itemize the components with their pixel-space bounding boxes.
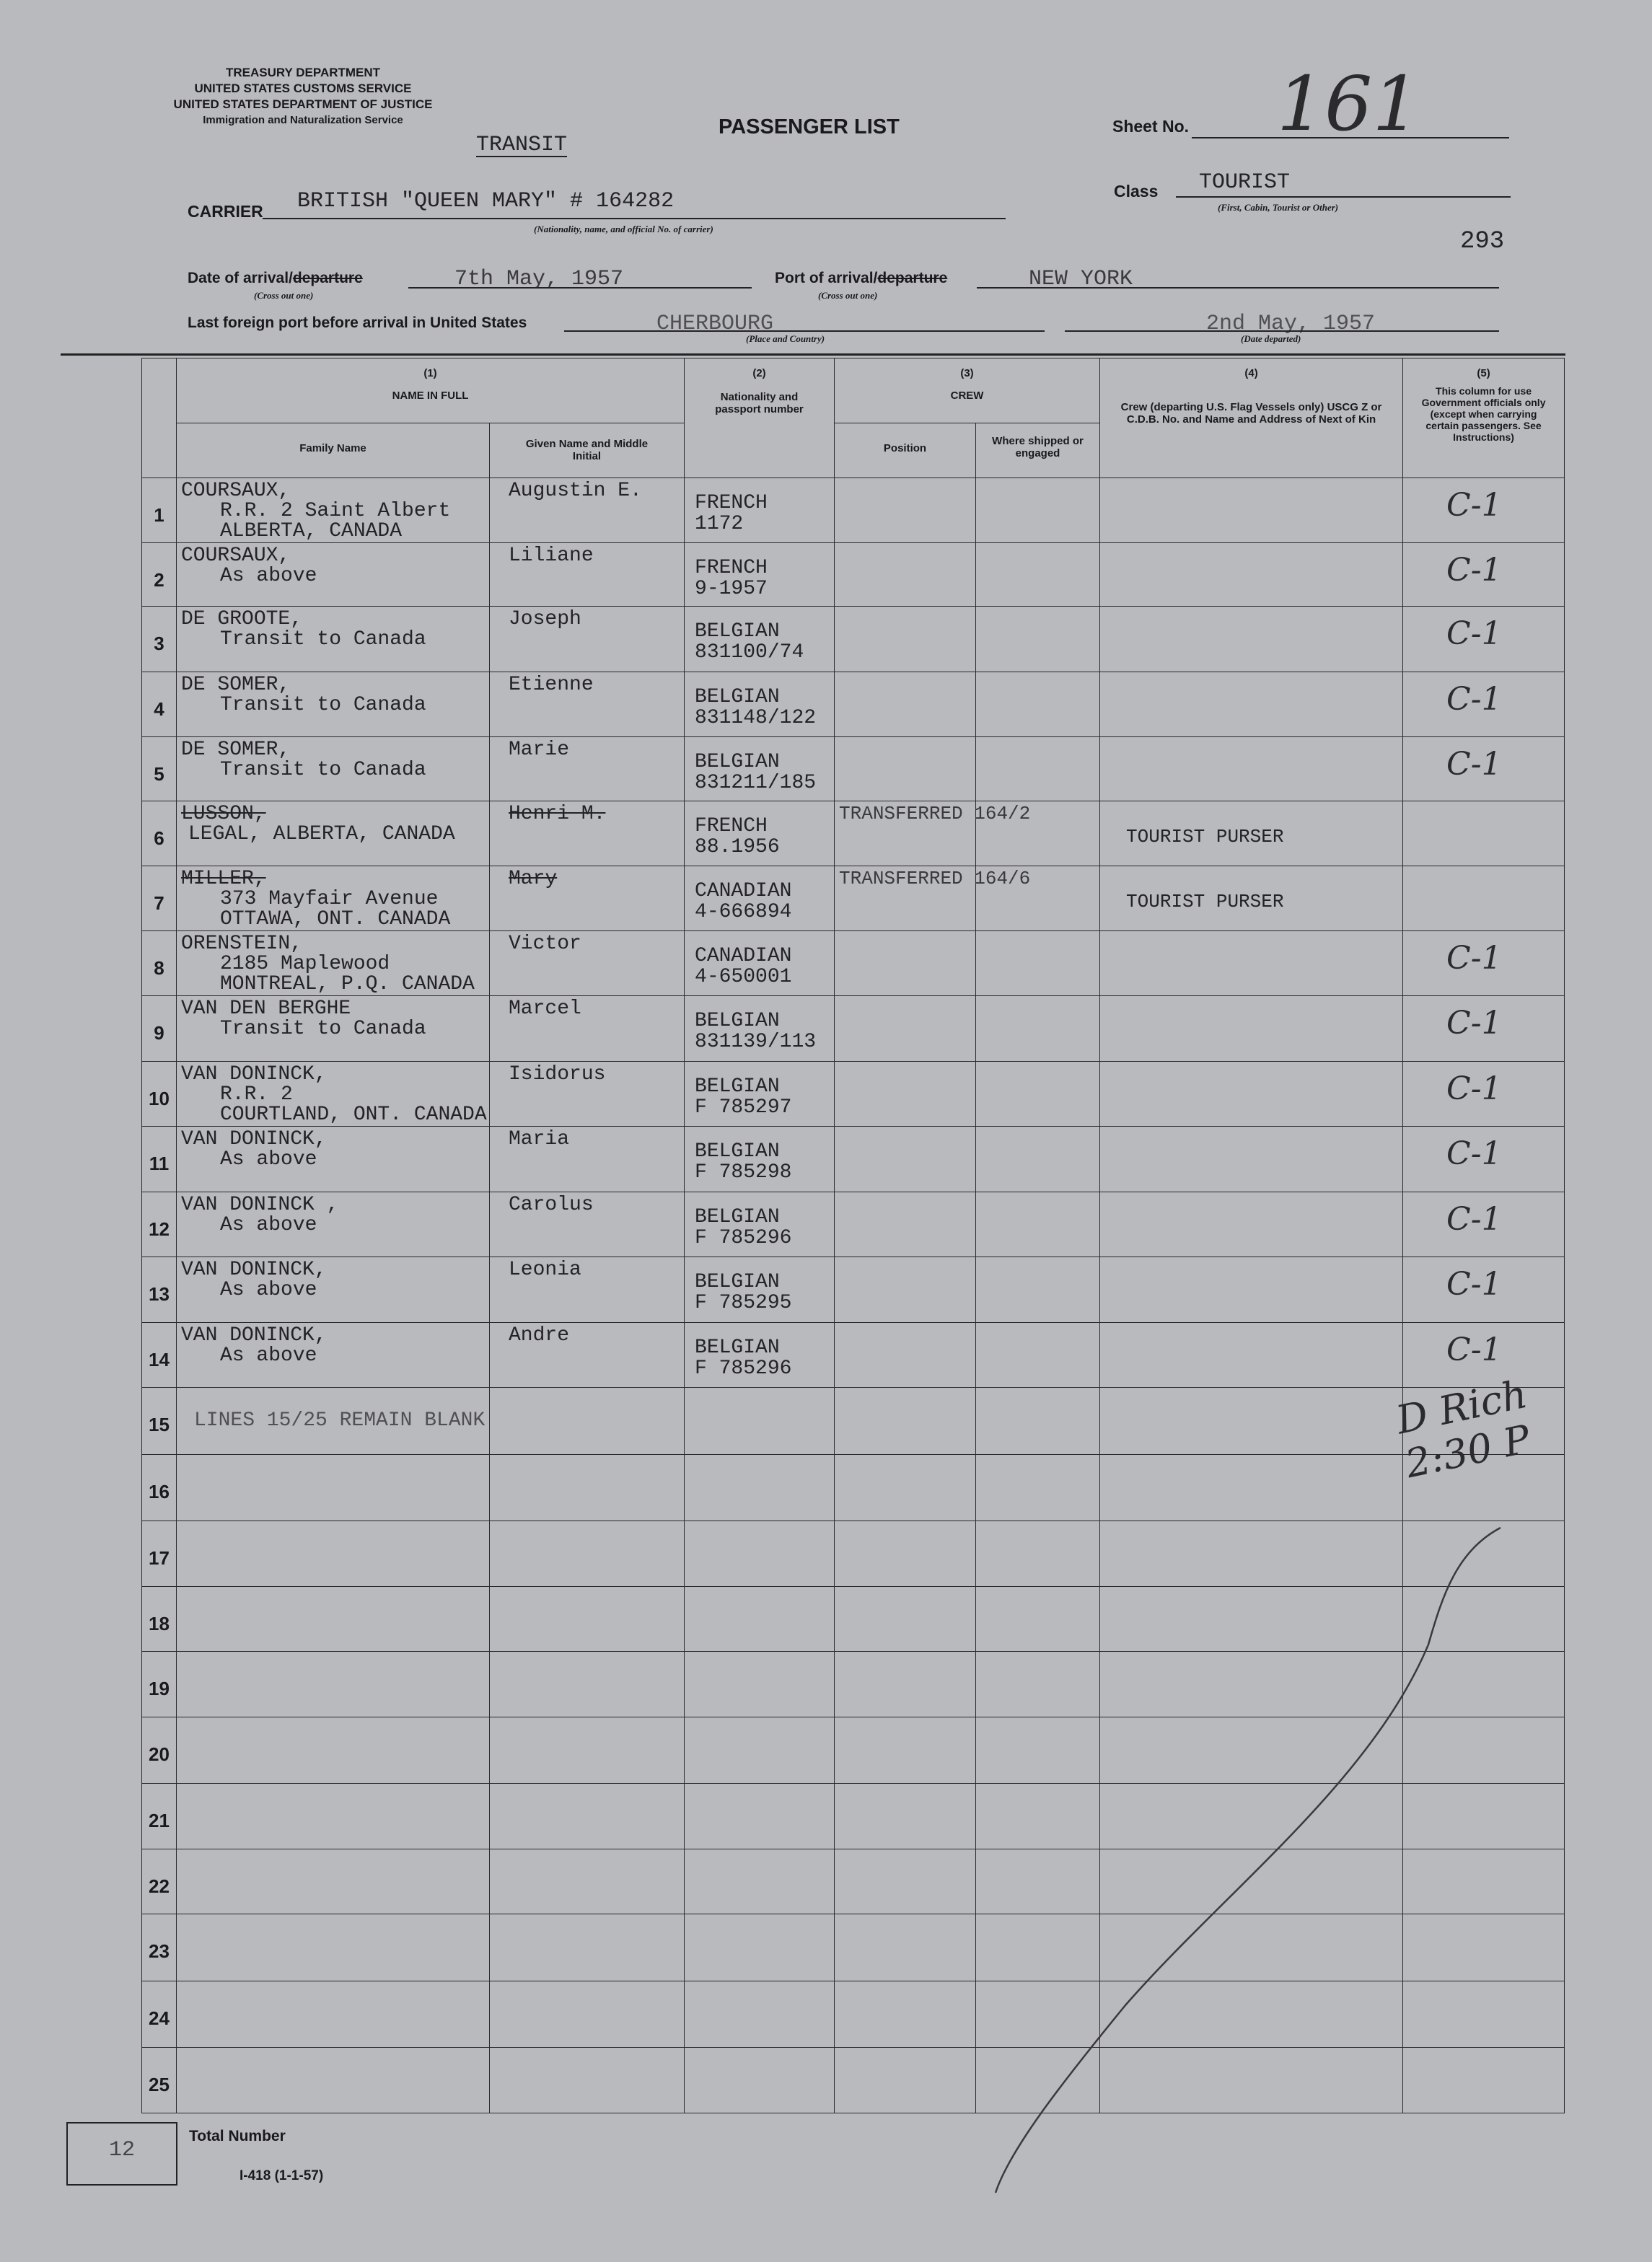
gov-mark: C-1 [1446, 1266, 1502, 1303]
total-label: Total Number [189, 2128, 286, 2144]
family-name: DE SOMER, [181, 739, 291, 762]
line-number: 16 [149, 1480, 170, 1502]
address: As above [220, 1213, 317, 1236]
family-name: VAN DONINCK, [181, 1128, 327, 1151]
family-name: LUSSON, [181, 802, 266, 825]
crew-position [835, 1849, 1099, 1852]
gov-mark: C-1 [1446, 746, 1502, 783]
col3a-title: Position [883, 442, 927, 454]
agency-line-2: UNITED STATES CUSTOMS SERVICE [194, 82, 412, 95]
col1-num: (1) [423, 367, 437, 379]
line-number: 11 [149, 1153, 170, 1175]
crew-position [835, 1062, 1099, 1065]
carrier-note: (Nationality, name, and official No. of carrier) [534, 224, 713, 234]
family-name: LINES 15/25 REMAIN BLANK [194, 1409, 486, 1433]
carrier-label: CARRIER [188, 202, 263, 221]
gov-mark: C-1 [1446, 1331, 1502, 1368]
line-number: 10 [149, 1087, 170, 1109]
page-title: PASSENGER LIST [719, 115, 900, 138]
address: Transit to Canada [220, 759, 426, 782]
crew-position [835, 737, 1099, 740]
nationality-passport: BELGIAN F 785298 [695, 1140, 792, 1184]
given-name: Isidorus [509, 1062, 606, 1086]
nationality-passport: BELGIAN 831100/74 [695, 620, 804, 664]
port-label-text: Port of arrival/ [775, 270, 878, 286]
gov-mark: C-1 [1446, 487, 1502, 524]
col2-title: Nationality and passport number [715, 391, 804, 415]
gov-mark: C-1 [1446, 1005, 1502, 1042]
line-number: 25 [149, 2074, 170, 2096]
given-name: Joseph [509, 608, 581, 630]
long-pen-stroke [996, 1528, 1501, 2193]
next-of-kin: TOURIST PURSER [1126, 891, 1284, 913]
crew-position [835, 2048, 1099, 2051]
line-number: 1 [154, 504, 164, 526]
given-name: Andre [509, 1324, 570, 1347]
line-number: 9 [154, 1022, 164, 1044]
col5-title: This column for use Government officials only (except when carrying certain passengers. See Instructions) [1421, 385, 1546, 443]
line-number: 22 [149, 1875, 170, 1897]
handwritten-note: D Rich 2:30 P [1392, 1370, 1534, 1487]
col4-title: Crew (departing U.S. Flag Vessels only) USCG Z or C.D.B. No. and Name and Address of Next of Kin [1120, 401, 1382, 426]
address: Transit to Canada [220, 1018, 426, 1041]
line-number: 4 [154, 697, 164, 720]
next-of-kin: TOURIST PURSER [1126, 825, 1284, 848]
line-number: 14 [149, 1348, 170, 1370]
gov-mark: C-1 [1446, 680, 1502, 718]
crew-position [835, 1127, 1099, 1130]
family-name: MILLER, [181, 868, 266, 891]
line-number: 2 [154, 568, 164, 591]
crew-position [835, 1521, 1099, 1524]
form-number: I-418 (1-1-57) [240, 2168, 324, 2183]
nationality-passport: BELGIAN 831211/185 [695, 751, 817, 795]
address: R.R. 2 COURTLAND, ONT. CANADA [220, 1083, 487, 1126]
given-name: Henri M. [509, 802, 606, 825]
nationality-passport: CANADIAN 4-650001 [695, 944, 792, 988]
given-name: Augustin E. [509, 480, 642, 502]
crew-position [835, 1587, 1099, 1590]
given-name: Maria [509, 1128, 570, 1151]
gov-mark: C-1 [1446, 615, 1502, 652]
port-crossout-note: (Cross out one) [818, 290, 878, 301]
col1a-title: Family Name [299, 442, 366, 454]
date-departed-value: 2nd May, 1957 [1206, 312, 1376, 336]
gov-mark: C-1 [1446, 551, 1502, 589]
agency-line-4: Immigration and Naturalization Service [203, 114, 403, 126]
col2-num: (2) [752, 367, 766, 379]
nationality-passport: BELGIAN F 785295 [695, 1271, 792, 1315]
crew-position [835, 1717, 1099, 1720]
line-number: 13 [149, 1283, 170, 1306]
address: 2185 Maplewood MONTREAL, P.Q. CANADA [220, 952, 475, 995]
col1b-title: Given Name and Middle Initial [525, 438, 649, 462]
line-number: 17 [149, 1547, 170, 1570]
address: As above [220, 1148, 317, 1171]
port-departure-struck: departure [877, 270, 948, 286]
nationality-passport: FRENCH 1172 [695, 492, 768, 535]
arrival-crossout-note: (Cross out one) [254, 290, 314, 301]
given-name: Marie [509, 739, 570, 762]
agency-line-1: TREASURY DEPARTMENT [225, 66, 381, 79]
line-number: 8 [154, 956, 164, 979]
given-name: Mary [509, 868, 558, 891]
line-number: 12 [149, 1218, 170, 1240]
carrier-value: BRITISH "QUEEN MARY" # 164282 [297, 189, 675, 214]
col3b-title: Where shipped or engaged [992, 435, 1084, 459]
total-box [66, 2122, 177, 2186]
crew-position: TRANSFERRED 164/6 [839, 868, 1031, 890]
nationality-passport: BELGIAN 831139/113 [695, 1010, 817, 1054]
crew-position [835, 931, 1099, 934]
line-number: 24 [149, 2007, 170, 2029]
col1-title: NAME IN FULL [392, 390, 469, 402]
crew-position [835, 478, 1099, 481]
given-name: Marcel [509, 998, 581, 1021]
address: R.R. 2 Saint Albert ALBERTA, CANADA [220, 500, 451, 542]
crew-position [835, 1192, 1099, 1195]
last-port-label: Last foreign port before arrival in United States [188, 314, 527, 331]
crew-position: TRANSFERRED 164/2 [839, 802, 1031, 824]
col4-num: (4) [1244, 367, 1258, 379]
address: 373 Mayfair Avenue OTTAWA, ONT. CANADA [220, 888, 451, 931]
crew-position [835, 1914, 1099, 1917]
crew-position [835, 1784, 1099, 1787]
crew-position [835, 1323, 1099, 1326]
family-name: VAN DONINCK, [181, 1324, 327, 1347]
nationality-passport: BELGIAN 831148/122 [695, 685, 817, 729]
gov-mark: C-1 [1446, 939, 1502, 977]
nationality-passport: CANADIAN 4-666894 [695, 880, 792, 924]
given-name: Leonia [509, 1259, 581, 1282]
line-number: 5 [154, 763, 164, 785]
port-value: NEW YORK [1029, 267, 1133, 291]
line-number: 21 [149, 1810, 170, 1832]
address: Transit to Canada [220, 693, 426, 716]
col5-num: (5) [1477, 367, 1490, 379]
given-name: Victor [509, 932, 581, 955]
total-value: 12 [108, 2138, 135, 2162]
family-name: COURSAUX, [181, 480, 291, 502]
last-port-value: CHERBOURG [656, 312, 774, 336]
crew-position [835, 996, 1099, 999]
nationality-passport: BELGIAN F 785296 [695, 1336, 792, 1380]
crew-position [835, 1455, 1099, 1458]
line-number: 18 [149, 1612, 170, 1634]
col3-title: CREW [950, 390, 984, 402]
address: As above [220, 564, 317, 587]
sheet-label: Sheet No. [1112, 117, 1190, 136]
class-label: Class [1114, 182, 1159, 201]
col3-num: (3) [960, 367, 974, 379]
arrival-label-text: Date of arrival/ [188, 270, 293, 286]
family-name: COURSAUX, [181, 544, 291, 567]
class-value: TOURIST [1199, 170, 1291, 195]
date-departed-note: (Date departed) [1241, 333, 1301, 344]
family-name: VAN DONINCK, [181, 1062, 327, 1086]
address: Transit to Canada [220, 628, 426, 651]
line-number: 19 [149, 1678, 170, 1700]
given-name: Carolus [509, 1193, 594, 1216]
crew-position [835, 607, 1099, 609]
family-name: VAN DEN BERGHE [181, 998, 351, 1021]
crew-position [835, 543, 1099, 546]
last-port-note: (Place and Country) [746, 333, 825, 344]
line-number: 20 [149, 1743, 170, 1765]
gov-mark: C-1 [1446, 1135, 1502, 1173]
transit-label: TRANSIT [476, 133, 568, 157]
family-name: VAN DONINCK , [181, 1193, 339, 1216]
line-number: 7 [154, 892, 164, 915]
crew-position [835, 1257, 1099, 1260]
agency-line-3: UNITED STATES DEPARTMENT OF JUSTICE [173, 97, 433, 111]
gov-mark: C-1 [1446, 1200, 1502, 1238]
arrival-date: 7th May, 1957 [454, 267, 624, 291]
address: As above [220, 1344, 317, 1367]
crew-position [835, 1981, 1099, 1984]
family-name: DE GROOTE, [181, 608, 303, 630]
family-name: VAN DONINCK, [181, 1259, 327, 1282]
address: LEGAL, ALBERTA, CANADA [188, 822, 455, 845]
given-name: Liliane [509, 544, 594, 567]
line-number: 3 [154, 633, 164, 654]
stamp-number: 293 [1460, 228, 1505, 255]
crew-position [835, 1388, 1099, 1391]
line-number: 15 [149, 1414, 170, 1436]
family-name: DE SOMER, [181, 673, 291, 696]
class-note: (First, Cabin, Tourist or Other) [1218, 202, 1339, 213]
line-number: 6 [154, 827, 164, 849]
departure-struck: departure [292, 270, 363, 286]
gov-mark: C-1 [1446, 1070, 1502, 1107]
nationality-passport: BELGIAN F 785297 [695, 1075, 792, 1119]
nationality-passport: FRENCH 9-1957 [695, 556, 768, 600]
sheet-number: 161 [1277, 60, 1420, 148]
crew-position [835, 672, 1099, 675]
family-name: ORENSTEIN, [181, 932, 303, 955]
nationality-passport: BELGIAN F 785296 [695, 1205, 792, 1249]
crew-position [835, 1652, 1099, 1655]
given-name: Etienne [509, 673, 594, 696]
address: As above [220, 1279, 317, 1302]
line-number: 23 [149, 1940, 170, 1963]
nationality-passport: FRENCH 88.1956 [695, 814, 780, 858]
